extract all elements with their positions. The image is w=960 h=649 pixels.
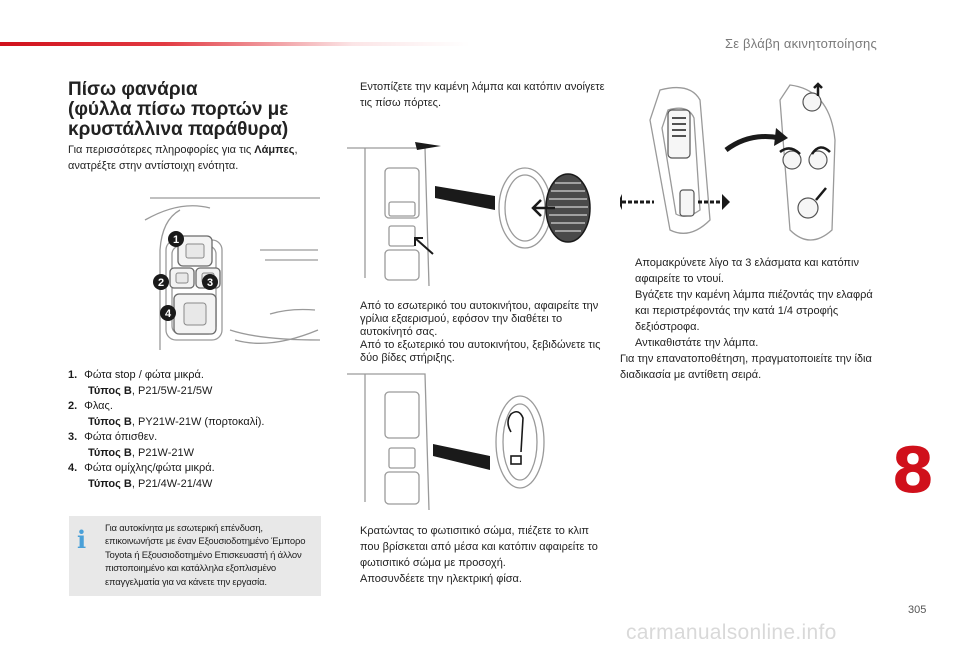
step-text: Εντοπίζετε την καμένη λάμπα και κατόπιν ανοίγετε τις πίσω πόρτες. <box>360 81 605 109</box>
step-item <box>620 335 882 351</box>
steps-d <box>620 255 882 383</box>
title-line-2: (φύλλα πίσω πορτών με <box>68 99 289 120</box>
info-icon: i <box>77 525 87 554</box>
type-label: Τύπος B <box>88 384 132 397</box>
type-value: , P21/5W-21/5W <box>131 384 213 397</box>
page-title <box>68 80 328 140</box>
item-name: Φώτα όπισθεν. <box>84 431 158 443</box>
watermark: carmanualsonline.info <box>626 621 837 644</box>
item-type <box>68 477 328 493</box>
step-text: Από το εξωτερικό του αυτοκινήτου, ξεβιδώνετε τις δύο βίδες στήριξης. <box>360 339 601 364</box>
curved-arrow-icon <box>726 137 780 151</box>
type-label: Τύπος B <box>88 415 132 428</box>
steps-b <box>345 300 607 365</box>
item-name: Φώτα ομίχλης/φώτα μικρά. <box>84 462 215 474</box>
step-text: Αντικαθιστάτε την λάμπα. <box>635 337 759 349</box>
item-name: Φλας. <box>84 400 113 412</box>
top-accent-bar <box>0 42 470 46</box>
type-label: Τύπος B <box>88 446 132 459</box>
intro-bold-link: Λάμπες <box>254 144 295 156</box>
chapter-number: 8 <box>891 434 935 507</box>
step-text: Βγάζετε την καμένη λάμπα πιέζοντάς την ελαφρά και περιστρέφοντάς την κατά 1/4 στροφής δεξιόστροφα. <box>635 289 873 333</box>
type-value: , PY21W-21W (πορτοκαλί). <box>131 415 265 428</box>
step-item <box>620 255 882 287</box>
rear-door-figure <box>345 138 607 288</box>
step-item <box>345 571 607 587</box>
item-name: Φώτα stop / φώτα μικρά. <box>84 369 204 381</box>
info-box <box>69 516 321 596</box>
item-number: 1. <box>68 369 78 381</box>
step-item <box>345 79 607 111</box>
item-type <box>68 446 328 462</box>
step-item <box>620 287 882 335</box>
intro-text-2: , ανατρέξτε στην αντίστοιχη ενότητα. <box>68 144 298 172</box>
step-text: Απομακρύνετε λίγο τα 3 ελάσματα και κατόπιν αφαιρείτε το ντουί. <box>635 257 859 285</box>
pointer-shape <box>435 186 495 210</box>
item-type <box>68 384 328 400</box>
callout-4-label: 4 <box>164 308 172 320</box>
steps-c <box>345 523 607 587</box>
item-number: 3. <box>68 431 78 443</box>
list-item <box>68 461 328 477</box>
item-number: 2. <box>68 400 78 412</box>
step-item <box>345 339 607 365</box>
rear-lamp-figure <box>140 190 325 355</box>
section-header: Σε βλάβη ακινητοποίησης <box>725 36 877 51</box>
intro-paragraph <box>68 142 328 174</box>
clip-figure <box>345 372 607 512</box>
info-text: Για αυτοκίνητα με εσωτερική επένδυση, επικοινωνήστε με έναν Εξουσιοδοτημένο Έμπορο Toyota ή Εξουσιοδοτημένο Επισκευαστή ή άλλον πιστοποιημένο και κατάλληλα εξοπλισμένο επαγγελματία για να κάνετε την εργασία. <box>105 523 306 588</box>
reinstall-note: Για την επανατοποθέτηση, πραγματοποιείτε την ίδια διαδικασία με αντίθετη σειρά. <box>620 353 872 381</box>
step-text: Κρατώντας το φωτισιτικό σώμα, πιέζετε το κλιπ που βρίσκεται από μέσα και κατόπιν αφαιρείτε το φωτισιτικό σώμα με προσοχή. <box>360 525 598 569</box>
type-value: , P21W-21W <box>131 446 195 459</box>
steps-a <box>345 79 607 111</box>
type-value: , P21/4W-21/4W <box>131 477 213 490</box>
step-item <box>345 300 607 339</box>
list-item <box>68 399 328 415</box>
list-item <box>68 368 328 384</box>
step-item <box>345 523 607 571</box>
type-label: Τύπος B <box>88 477 132 490</box>
callout-3-label: 3 <box>206 277 214 289</box>
step-text: Αποσυνδέετε την ηλεκτρική φίσα. <box>360 573 522 585</box>
list-item <box>68 430 328 446</box>
intro-text-1: Για περισσότερες πληροφορίες για τις <box>68 144 255 156</box>
title-line-3: κρυστάλλινα παράθυρα) <box>68 119 289 140</box>
step-text: Από το εσωτερικό του αυτοκινήτου, αφαιρείτε την γρίλια εξαερισμού, εφόσον την διαθέτει το αυτοκίνητό σας. <box>360 300 599 338</box>
bulb-holder-figure <box>620 80 850 250</box>
lamp-list <box>68 368 328 492</box>
title-line-1: Πίσω φανάρια <box>68 79 198 100</box>
callout-2-label: 2 <box>157 277 165 289</box>
page-number: 305 <box>908 604 927 616</box>
item-number: 4. <box>68 462 78 474</box>
callout-1-label: 1 <box>172 234 180 246</box>
item-type <box>68 415 328 431</box>
